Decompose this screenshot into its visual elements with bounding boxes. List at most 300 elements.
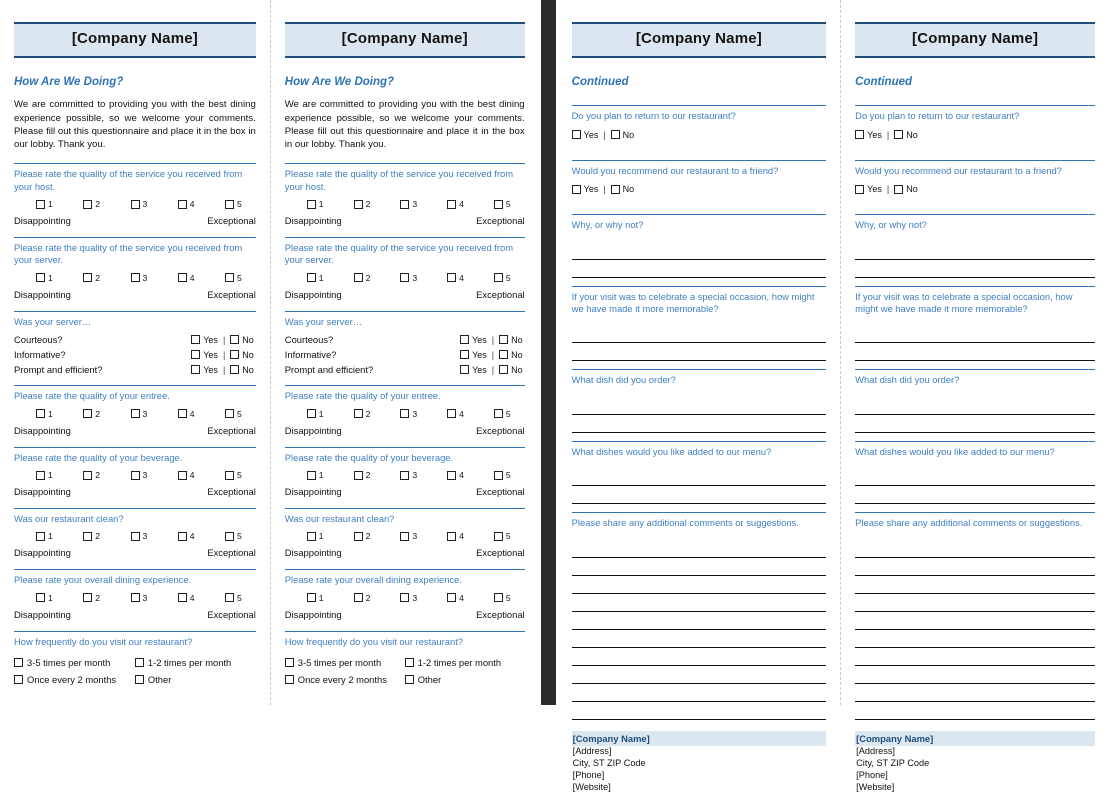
- rating-option-2[interactable]: [83, 273, 100, 283]
- checkbox-icon[interactable]: [131, 409, 140, 418]
- answer-line[interactable]: [855, 468, 1095, 486]
- checkbox-icon[interactable]: [460, 350, 469, 359]
- checkbox-icon[interactable]: [307, 200, 316, 209]
- answer-line[interactable]: [855, 648, 1095, 666]
- checkbox-icon[interactable]: [894, 185, 903, 194]
- answer-line[interactable]: [572, 260, 827, 278]
- checkbox-icon[interactable]: [83, 409, 92, 418]
- checkbox-icon[interactable]: [191, 350, 200, 359]
- checkbox-icon[interactable]: [36, 593, 45, 602]
- rating-anchors: [14, 486, 256, 500]
- checkbox-icon[interactable]: [447, 200, 456, 209]
- rating-option-label: 3: [142, 531, 148, 542]
- question-block-server-attributes: [285, 311, 525, 377]
- rating-option-4[interactable]: [178, 409, 195, 419]
- rating-anchor-high: Exceptional: [476, 608, 525, 620]
- frequency-option[interactable]: [135, 671, 256, 688]
- yes-option[interactable]: [460, 335, 487, 345]
- checkbox-icon[interactable]: [354, 471, 363, 480]
- rating-scale: [14, 468, 256, 482]
- rating-option-5[interactable]: [225, 409, 242, 419]
- checkbox-icon[interactable]: [400, 409, 409, 418]
- answer-lines[interactable]: [855, 391, 1095, 433]
- checkbox-icon[interactable]: [36, 409, 45, 418]
- rating-option-label: 3: [412, 531, 418, 542]
- rating-option-5[interactable]: [494, 470, 511, 480]
- yes-option[interactable]: [460, 350, 487, 360]
- checkbox-icon[interactable]: [135, 658, 144, 667]
- rating-option-3[interactable]: [400, 531, 417, 541]
- rating-anchors: [285, 289, 525, 303]
- yes-label: Yes: [472, 334, 487, 345]
- rating-option-3[interactable]: [131, 470, 148, 480]
- yes-no-row: [14, 332, 256, 347]
- checkbox-icon[interactable]: [494, 471, 503, 480]
- checkbox-icon[interactable]: [855, 185, 864, 194]
- question-label: Please rate the quality of the service you received from your server.: [14, 242, 243, 266]
- answer-lines[interactable]: [855, 462, 1095, 504]
- question-label: Was our restaurant clean?: [284, 513, 395, 525]
- question-label: Why, or why not?: [571, 219, 644, 231]
- answer-line[interactable]: [855, 612, 1095, 630]
- checkbox-icon[interactable]: [460, 335, 469, 344]
- rating-option-label: 1: [318, 531, 324, 542]
- checkbox-icon[interactable]: [36, 532, 45, 541]
- yes-no-question: Prompt and efficient?: [14, 364, 103, 376]
- rating-option-4[interactable]: [178, 470, 195, 480]
- checkbox-icon[interactable]: [447, 273, 456, 282]
- checkbox-icon[interactable]: [225, 471, 234, 480]
- checkbox-icon[interactable]: [36, 273, 45, 282]
- frequency-option[interactable]: [14, 671, 135, 688]
- checkbox-icon[interactable]: [400, 200, 409, 209]
- answer-line[interactable]: [572, 468, 827, 486]
- rating-option-3[interactable]: [131, 273, 148, 283]
- rating-option-5[interactable]: [225, 531, 242, 541]
- question-label: Please share any additional comments or suggestions.: [571, 517, 799, 529]
- answer-line[interactable]: [855, 260, 1095, 278]
- rating-option-label: 3: [142, 470, 148, 481]
- rating-option-4[interactable]: [447, 531, 464, 541]
- checkbox-icon[interactable]: [83, 273, 92, 282]
- checkbox-icon[interactable]: [131, 200, 140, 209]
- address-company-name: [Company Name]: [572, 731, 827, 747]
- yes-option[interactable]: [572, 184, 599, 194]
- rating-option-5[interactable]: [225, 593, 242, 603]
- checkbox-icon[interactable]: [447, 409, 456, 418]
- rating-option-2[interactable]: [83, 199, 100, 209]
- answer-line[interactable]: [855, 702, 1095, 720]
- checkbox-icon[interactable]: [447, 593, 456, 602]
- answer-lines[interactable]: [855, 236, 1095, 278]
- checkbox-icon[interactable]: [307, 593, 316, 602]
- checkbox-icon[interactable]: [131, 532, 140, 541]
- rating-option-4[interactable]: [447, 593, 464, 603]
- yes-no-choices: [572, 127, 827, 145]
- rating-option-2[interactable]: [354, 273, 371, 283]
- question-label: If your visit was to celebrate a special occasion, how might we have made it more memorable?: [855, 290, 1073, 314]
- checkbox-icon[interactable]: [494, 273, 503, 282]
- rating-scale: [14, 197, 256, 211]
- rating-option-4[interactable]: [447, 409, 464, 419]
- question-block-overall-rating: [14, 569, 256, 622]
- checkbox-icon[interactable]: [499, 335, 508, 344]
- rating-option-1[interactable]: [36, 409, 53, 419]
- answer-lines[interactable]: [855, 534, 1095, 720]
- checkbox-icon[interactable]: [230, 335, 239, 344]
- answer-line[interactable]: [855, 594, 1095, 612]
- address-line: City, ST ZIP Code: [572, 758, 646, 769]
- answer-line[interactable]: [572, 630, 827, 648]
- answer-line[interactable]: [572, 612, 827, 630]
- checkbox-icon[interactable]: [178, 593, 187, 602]
- no-option[interactable]: [499, 350, 523, 360]
- rating-option-2[interactable]: [83, 531, 100, 541]
- rating-anchor-low: Disappointing: [284, 424, 342, 436]
- checkbox-icon[interactable]: [400, 471, 409, 480]
- checkbox-icon[interactable]: [225, 273, 234, 282]
- rating-option-label: 2: [95, 470, 101, 481]
- yes-option[interactable]: [191, 350, 218, 360]
- rating-option-1[interactable]: [307, 470, 324, 480]
- answer-line[interactable]: [572, 343, 827, 361]
- checkbox-icon[interactable]: [354, 532, 363, 541]
- checkbox-icon[interactable]: [178, 409, 187, 418]
- rating-option-1[interactable]: [307, 273, 324, 283]
- yes-option[interactable]: [460, 365, 487, 375]
- checkbox-icon[interactable]: [178, 471, 187, 480]
- rating-option-1[interactable]: [307, 593, 324, 603]
- answer-line[interactable]: [855, 325, 1095, 343]
- rating-anchor-low: Disappointing: [284, 215, 342, 227]
- question-block-overall-rating: [285, 569, 525, 622]
- answer-lines[interactable]: [572, 534, 827, 720]
- spacer: [572, 199, 827, 206]
- rating-option-2[interactable]: [354, 531, 371, 541]
- rating-anchors: [285, 215, 525, 229]
- rating-option-5[interactable]: [494, 409, 511, 419]
- answer-line[interactable]: [572, 540, 827, 558]
- answer-line[interactable]: [855, 684, 1095, 702]
- checkbox-icon[interactable]: [354, 593, 363, 602]
- back-heading: Continued: [855, 75, 913, 88]
- question-label: Please share any additional comments or suggestions.: [855, 517, 1083, 529]
- checkbox-icon[interactable]: [494, 532, 503, 541]
- rating-option-1[interactable]: [36, 531, 53, 541]
- checkbox-icon[interactable]: [494, 593, 503, 602]
- answer-line[interactable]: [572, 242, 827, 260]
- rating-option-5[interactable]: [494, 593, 511, 603]
- yes-option[interactable]: [855, 184, 882, 194]
- rating-option-4[interactable]: [178, 273, 195, 283]
- rating-option-label: 5: [505, 531, 511, 542]
- checkbox-icon[interactable]: [447, 532, 456, 541]
- rating-option-5[interactable]: [494, 531, 511, 541]
- rating-option-label: 1: [48, 199, 53, 210]
- question-label: Why, or why not?: [855, 219, 927, 231]
- rating-option-2[interactable]: [354, 199, 371, 209]
- yes-label: Yes: [203, 364, 218, 375]
- checkbox-icon[interactable]: [131, 471, 140, 480]
- no-option[interactable]: [499, 335, 523, 345]
- checkbox-icon[interactable]: [307, 273, 316, 282]
- question-block-cleanliness-rating: [14, 508, 256, 561]
- rating-option-5[interactable]: [225, 199, 242, 209]
- answer-line[interactable]: [572, 666, 827, 684]
- question-block-entree-rating: [14, 385, 256, 438]
- rating-option-2[interactable]: [354, 470, 371, 480]
- answer-line[interactable]: [572, 648, 827, 666]
- rating-option-1[interactable]: [307, 531, 324, 541]
- checkbox-icon[interactable]: [307, 532, 316, 541]
- checkbox-icon[interactable]: [405, 658, 414, 667]
- checkbox-icon[interactable]: [405, 675, 414, 684]
- checkbox-icon[interactable]: [499, 365, 508, 374]
- checkbox-icon[interactable]: [460, 365, 469, 374]
- question-label: How frequently do you visit our restaurant?: [14, 635, 193, 647]
- rating-option-label: 1: [318, 272, 324, 283]
- answer-line[interactable]: [855, 558, 1095, 576]
- rating-option-label: 2: [95, 592, 101, 603]
- checkbox-icon[interactable]: [225, 409, 234, 418]
- checkbox-icon[interactable]: [83, 593, 92, 602]
- no-option[interactable]: [499, 365, 523, 375]
- answer-lines[interactable]: [572, 391, 827, 433]
- frequency-option[interactable]: [285, 654, 405, 671]
- rating-option-4[interactable]: [447, 199, 464, 209]
- answer-line[interactable]: [572, 684, 827, 702]
- checkbox-icon[interactable]: [354, 200, 363, 209]
- checkbox-icon[interactable]: [83, 200, 92, 209]
- checkbox-icon[interactable]: [494, 409, 503, 418]
- rating-option-1[interactable]: [36, 273, 53, 283]
- checkbox-icon[interactable]: [191, 365, 200, 374]
- frequency-option-label: 3-5 times per month: [27, 657, 111, 669]
- yes-no-choices: [460, 365, 523, 375]
- answer-line[interactable]: [855, 343, 1095, 361]
- address-line: [Address]: [856, 746, 895, 757]
- checkbox-icon[interactable]: [611, 185, 620, 194]
- no-option[interactable]: [894, 184, 918, 194]
- yes-label: Yes: [203, 349, 218, 360]
- answer-line[interactable]: [572, 576, 827, 594]
- checkbox-icon[interactable]: [499, 350, 508, 359]
- company-name-text: [Company Name]: [71, 30, 198, 47]
- answer-line[interactable]: [572, 594, 827, 612]
- checkbox-icon[interactable]: [285, 675, 294, 684]
- question-label: What dish did you order?: [855, 374, 960, 386]
- rating-option-label: 5: [237, 592, 242, 603]
- rating-option-3[interactable]: [400, 409, 417, 419]
- checkbox-icon[interactable]: [307, 471, 316, 480]
- checkbox-icon[interactable]: [354, 409, 363, 418]
- frequency-option[interactable]: [135, 654, 256, 671]
- no-option[interactable]: [611, 184, 635, 194]
- rating-anchor-high: Exceptional: [476, 486, 525, 498]
- checkbox-icon[interactable]: [14, 675, 23, 684]
- rating-option-5[interactable]: [225, 470, 242, 480]
- frequency-options: [14, 652, 256, 688]
- checkbox-icon[interactable]: [572, 185, 581, 194]
- no-option[interactable]: [611, 130, 635, 140]
- answer-line[interactable]: [855, 242, 1095, 260]
- spacer: [855, 199, 1095, 206]
- answer-line[interactable]: [855, 576, 1095, 594]
- rating-option-label: 4: [459, 592, 464, 603]
- rating-option-2[interactable]: [83, 593, 100, 603]
- checkbox-icon[interactable]: [611, 130, 620, 139]
- checkbox-icon[interactable]: [83, 532, 92, 541]
- answer-line[interactable]: [855, 397, 1095, 415]
- checkbox-icon[interactable]: [494, 200, 503, 209]
- answer-line[interactable]: [855, 666, 1095, 684]
- frequency-option-label: Other: [147, 674, 172, 686]
- rating-anchors: [14, 609, 256, 623]
- rating-option-5[interactable]: [225, 273, 242, 283]
- rating-option-2[interactable]: [354, 593, 371, 603]
- answer-lines[interactable]: [572, 319, 827, 361]
- checkbox-icon[interactable]: [178, 532, 187, 541]
- checkbox-icon[interactable]: [400, 273, 409, 282]
- answer-lines[interactable]: [572, 462, 827, 504]
- checkbox-icon[interactable]: [894, 130, 903, 139]
- checkbox-icon[interactable]: [855, 130, 864, 139]
- company-name-header: [285, 22, 525, 58]
- question-label: Do you plan to return to our restaurant?: [571, 110, 736, 122]
- question-label: Please rate the quality of your beverage.: [284, 451, 454, 463]
- rating-option-2[interactable]: [83, 470, 100, 480]
- checkbox-icon[interactable]: [400, 532, 409, 541]
- rating-option-label: 5: [237, 408, 242, 419]
- rating-anchor-low: Disappointing: [284, 608, 342, 620]
- rating-option-3[interactable]: [131, 409, 148, 419]
- no-option[interactable]: [230, 350, 254, 360]
- checkbox-icon[interactable]: [447, 471, 456, 480]
- question-block-menu-additions: [572, 441, 827, 504]
- checkbox-icon[interactable]: [307, 409, 316, 418]
- rating-option-label: 4: [189, 199, 195, 210]
- frequency-option[interactable]: [285, 671, 405, 688]
- answer-line[interactable]: [572, 702, 827, 720]
- rating-option-3[interactable]: [131, 199, 148, 209]
- yes-option[interactable]: [191, 335, 218, 345]
- rating-option-label: 1: [48, 272, 53, 283]
- yes-label: Yes: [583, 129, 599, 140]
- yes-no-row: [285, 347, 525, 362]
- rating-option-1[interactable]: [307, 409, 324, 419]
- frequency-option[interactable]: [405, 654, 525, 671]
- rating-option-label: 1: [48, 531, 53, 542]
- frequency-option[interactable]: [405, 671, 525, 688]
- question-block-special-occasion: [855, 286, 1095, 362]
- question-block-beverage-rating: [14, 447, 256, 500]
- yes-label: Yes: [583, 184, 599, 195]
- checkbox-icon[interactable]: [225, 593, 234, 602]
- rating-option-2[interactable]: [354, 409, 371, 419]
- rating-option-2[interactable]: [83, 409, 100, 419]
- checkbox-icon[interactable]: [36, 471, 45, 480]
- answer-line[interactable]: [572, 397, 827, 415]
- rating-option-1[interactable]: [36, 199, 53, 209]
- rating-option-4[interactable]: [178, 199, 195, 209]
- rating-option-3[interactable]: [400, 593, 417, 603]
- rating-option-5[interactable]: [494, 273, 511, 283]
- checkbox-icon[interactable]: [225, 532, 234, 541]
- checkbox-icon[interactable]: [400, 593, 409, 602]
- checkbox-icon[interactable]: [131, 593, 140, 602]
- rating-option-label: 2: [365, 408, 371, 419]
- address-line: [Website]: [572, 782, 611, 793]
- rating-anchor-high: Exceptional: [207, 288, 256, 300]
- rating-option-3[interactable]: [131, 593, 148, 603]
- checkbox-icon[interactable]: [225, 200, 234, 209]
- card-front-copy-1: [0, 0, 270, 705]
- checkbox-icon[interactable]: [178, 200, 187, 209]
- rating-option-3[interactable]: [400, 470, 417, 480]
- answer-line[interactable]: [855, 540, 1095, 558]
- checkbox-icon[interactable]: [230, 365, 239, 374]
- yes-option[interactable]: [191, 365, 218, 375]
- checkbox-icon[interactable]: [191, 335, 200, 344]
- checkbox-icon[interactable]: [131, 273, 140, 282]
- answer-lines[interactable]: [855, 319, 1095, 361]
- answer-line[interactable]: [855, 415, 1095, 433]
- rating-option-4[interactable]: [178, 593, 195, 603]
- rating-option-3[interactable]: [400, 199, 417, 209]
- rating-option-3[interactable]: [131, 531, 148, 541]
- answer-line[interactable]: [855, 630, 1095, 648]
- question-label: Was your server…: [14, 315, 92, 327]
- rating-option-1[interactable]: [36, 470, 53, 480]
- answer-line[interactable]: [572, 415, 827, 433]
- address-line: [Address]: [572, 746, 612, 757]
- checkbox-icon[interactable]: [354, 273, 363, 282]
- checkbox-icon[interactable]: [14, 658, 23, 667]
- checkbox-icon[interactable]: [83, 471, 92, 480]
- checkbox-icon[interactable]: [285, 658, 294, 667]
- answer-line[interactable]: [572, 325, 827, 343]
- checkbox-icon[interactable]: [178, 273, 187, 282]
- card-back-copy-1: [558, 0, 841, 793]
- rating-option-4[interactable]: [447, 273, 464, 283]
- checkbox-icon[interactable]: [230, 350, 239, 359]
- answer-line[interactable]: [572, 486, 827, 504]
- question-block-return-intent: [572, 105, 827, 151]
- front-heading: How Are We Doing?: [14, 75, 124, 88]
- no-option[interactable]: [230, 335, 254, 345]
- checkbox-icon[interactable]: [572, 130, 581, 139]
- rating-option-label: 1: [318, 408, 324, 419]
- answer-line[interactable]: [855, 486, 1095, 504]
- frequency-option[interactable]: [14, 654, 135, 671]
- no-option[interactable]: [230, 365, 254, 375]
- rating-option-1[interactable]: [36, 593, 53, 603]
- checkbox-icon[interactable]: [36, 200, 45, 209]
- rating-option-4[interactable]: [178, 531, 195, 541]
- rating-anchor-low: Disappointing: [14, 424, 71, 436]
- rating-option-3[interactable]: [400, 273, 417, 283]
- no-option[interactable]: [894, 130, 918, 140]
- yes-option[interactable]: [855, 130, 882, 140]
- answer-lines[interactable]: [572, 236, 827, 278]
- rating-option-5[interactable]: [494, 199, 511, 209]
- rating-option-1[interactable]: [307, 199, 324, 209]
- rating-option-4[interactable]: [447, 470, 464, 480]
- yes-no-choices: [855, 181, 1095, 199]
- answer-line[interactable]: [572, 558, 827, 576]
- checkbox-icon[interactable]: [135, 675, 144, 684]
- yes-option[interactable]: [572, 130, 599, 140]
